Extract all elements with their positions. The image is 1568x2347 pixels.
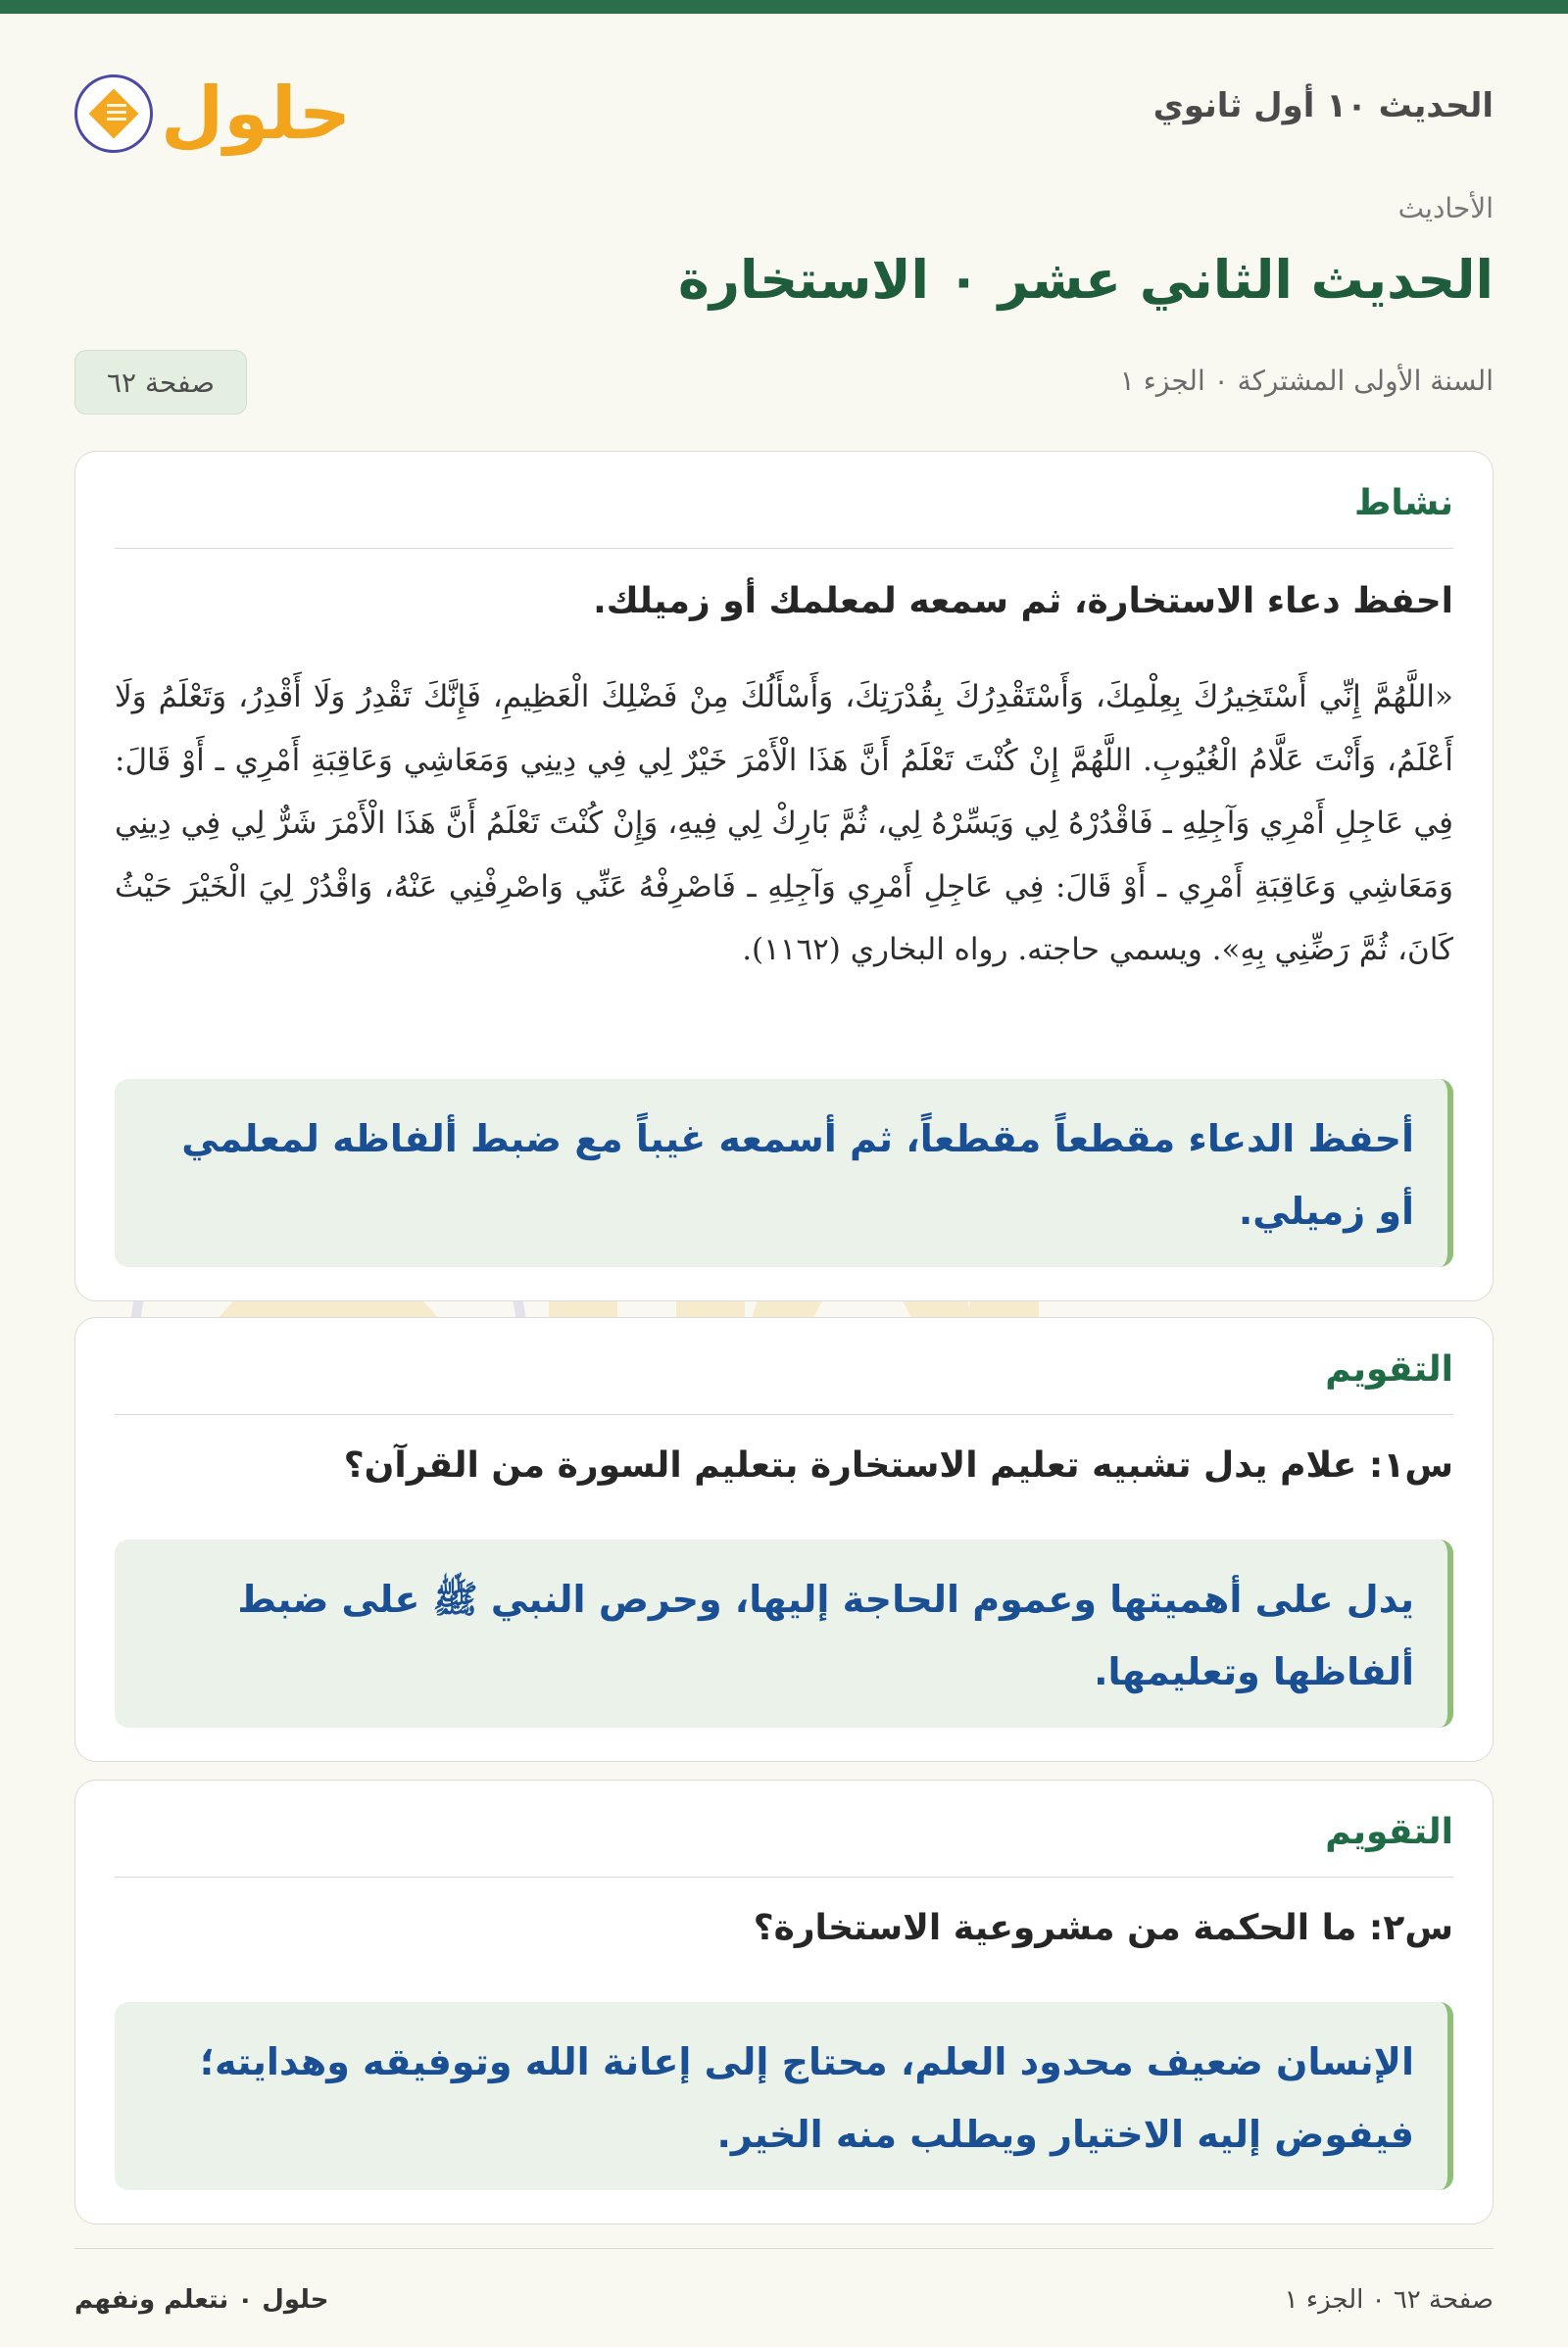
- footer-brand[interactable]: حلول ٠ نتعلم ونفهم: [74, 2285, 329, 2315]
- evaluation-card-1: [74, 1317, 1494, 1762]
- activity-answer: أحفظ الدعاء مقطعاً مقطعاً، ثم أسمعه غيباً مع ضبط ألفاظه لمعلمي أو زميلي.: [115, 1079, 1453, 1267]
- dua-text: «اللَّهُمَّ إِنِّي أَسْتَخِيرُكَ بِعِلْمِكَ، وَأَسْتَقْدِرُكَ بِقُدْرَتِكَ، وَأَسْأَلُكَ مِنْ فَضْلِكَ الْعَظِيمِ، فَإِنَّكَ تَقْدِرُ وَلَا أَقْدِرُ، وَتَعْلَمُ وَلَا أَعْلَمُ، وَأَنْتَ عَلَّامُ الْغُيُوبِ. اللَّهُمَّ إِنْ كُنْتَ تَعْلَمُ أَنَّ هَذَا الْأَمْرَ خَيْرٌ لِي فِي دِينِي وَمَعَاشِي وَعَاقِبَةِ أَمْرِي ـ أَوْ قَالَ: فِي عَاجِلِ أَمْرِي وَآجِلِهِ ـ فَاقْدُرْهُ لِي وَيَسِّرْهُ لِي، ثُمَّ بَارِكْ لِي فِيهِ، وَإِنْ كُنْتَ تَعْلَمُ أَنَّ هَذَا الْأَمْرَ شَرٌّ لِي فِي دِينِي وَمَعَاشِي وَعَاقِبَةِ أَمْرِي ـ أَوْ قَالَ: فِي عَاجِلِ أَمْرِي وَآجِلِهِ ـ فَاصْرِفْهُ عَنِّي وَاصْرِفْنِي عَنْهُ، وَاقْدُرْ لِيَ الْخَيْرَ حَيْثُ كَانَ، ثُمَّ رَضِّنِي بِهِ». ويسمي حاجته. رواه البخاري (١١٦٢).: [115, 679, 1453, 967]
- page-title: الحديث الثاني عشر ٠ الاستخارة: [678, 249, 1494, 311]
- hulul-logo[interactable]: [74, 65, 352, 172]
- page: [74, 14, 1494, 2347]
- book-meta: السنة الأولى المشتركة ٠ الجزء ١: [1119, 365, 1494, 397]
- answer-1: يدل على أهميتها وعموم الحاجة إليها، وحرص النبي ﷺ على ضبط ألفاظها وتعليمها.: [115, 1540, 1453, 1728]
- divider: [115, 1877, 1453, 1878]
- top-accent-bar: [0, 0, 1568, 14]
- header-title: الحديث ١٠ أول ثانوي: [1152, 86, 1494, 125]
- breadcrumb[interactable]: الأحاديث: [1397, 192, 1494, 224]
- evaluation-heading: التقويم: [1325, 1812, 1453, 1852]
- question-1: س١: علام يدل تشبيه تعليم الاستخارة بتعليم السورة من القرآن؟: [343, 1445, 1453, 1486]
- answer-2: الإنسان ضعيف محدود العلم، محتاج إلى إعانة الله وتوفيقه وهدايته؛ فيفوض إليه الاختيار ويطلب منه الخير.: [115, 2002, 1453, 2190]
- footer-page-info: صفحة ٦٢ ٠ الجزء ١: [1284, 2285, 1494, 2315]
- activity-card: [74, 451, 1494, 1301]
- question-2: س٢: ما الحكمة من مشروعية الاستخارة؟: [753, 1908, 1453, 1948]
- page-header: [74, 14, 1494, 195]
- page-number-badge: صفحة ٦٢: [74, 350, 247, 415]
- divider: [115, 1414, 1453, 1415]
- evaluation-heading: التقويم: [1325, 1349, 1453, 1390]
- divider: [115, 548, 1453, 549]
- activity-instruction: احفظ دعاء الاستخارة، ثم سمعه لمعلمك أو زميلك.: [593, 581, 1453, 621]
- activity-heading: نشاط: [1353, 483, 1453, 523]
- evaluation-card-2: [74, 1780, 1494, 2225]
- logo-emblem-icon: [74, 74, 153, 153]
- footer-divider: [74, 2248, 1494, 2249]
- logo-text: حلول: [161, 72, 352, 156]
